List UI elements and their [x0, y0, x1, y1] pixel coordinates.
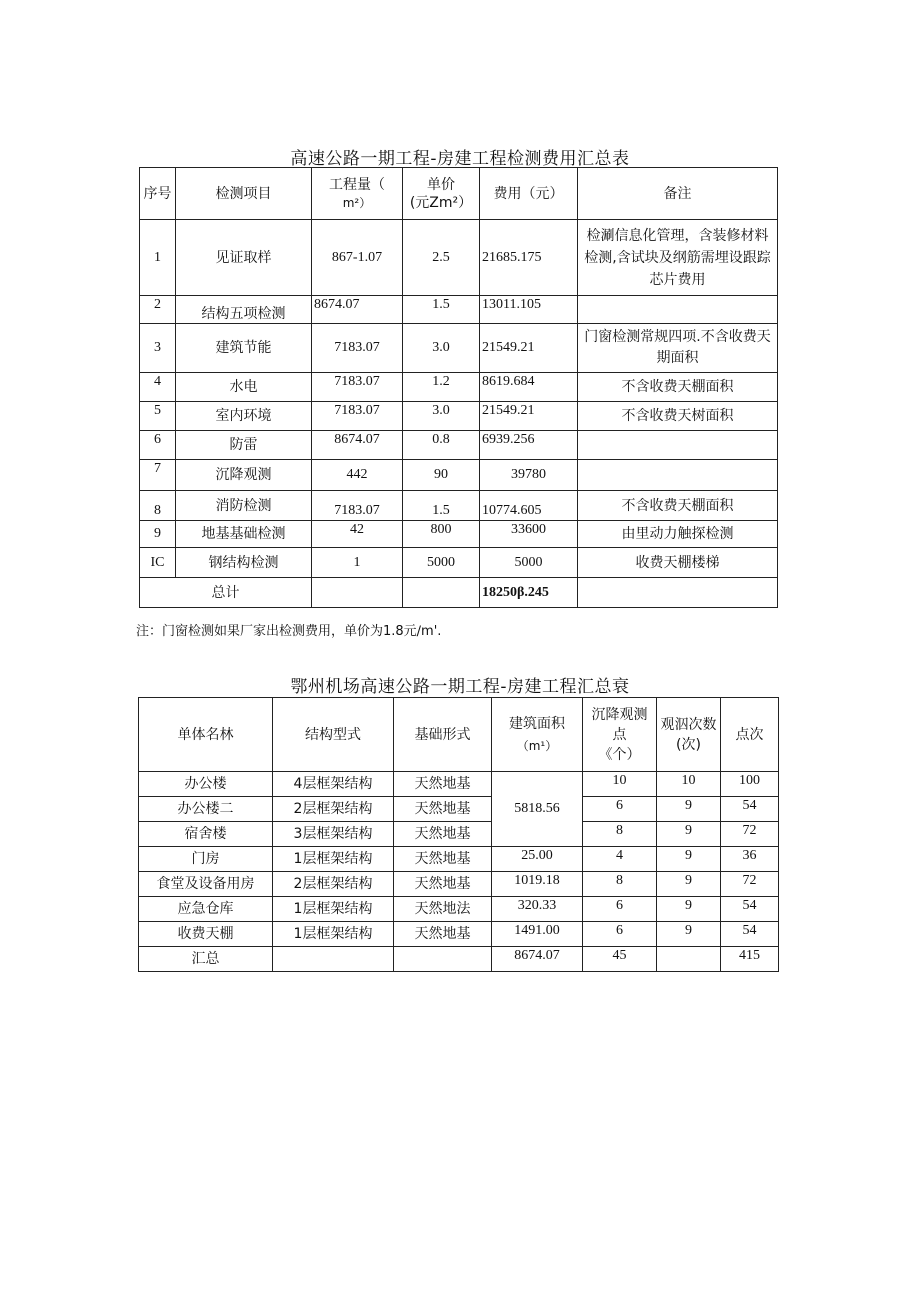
cell-price: 1.5 [403, 296, 480, 324]
total-foundation [394, 947, 492, 972]
cell-name: 办公楼二 [139, 797, 273, 822]
cell-remark [578, 431, 778, 460]
cell-structure: 2层框架结构 [273, 797, 394, 822]
total-label: 汇总 [139, 947, 273, 972]
cell-name: 门房 [139, 847, 273, 872]
cell-structure: 1层框架结构 [273, 847, 394, 872]
total-structure [273, 947, 394, 972]
table-row [139, 872, 779, 897]
header-times: 观泅次数 (次) [657, 698, 721, 772]
cell-fee: 39780 [480, 460, 578, 491]
cell-price: 3.0 [403, 402, 480, 431]
cell-points: 10 [583, 772, 657, 797]
cell-times: 9 [657, 797, 721, 822]
cell-area: 1491.00 [492, 922, 583, 947]
cell-pointtimes: 72 [721, 822, 779, 847]
cell-pointtimes: 100 [721, 772, 779, 797]
cell-seq: 9 [140, 521, 176, 548]
cell-times: 9 [657, 822, 721, 847]
cell-seq: 7 [140, 460, 176, 491]
cell-fee: 33600 [480, 521, 578, 548]
cell-foundation: 天然地法 [394, 897, 492, 922]
total-points: 45 [583, 947, 657, 972]
table-row [140, 373, 778, 402]
cell-structure: 1层框架结构 [273, 897, 394, 922]
cell-foundation: 天然地基 [394, 822, 492, 847]
table-row [139, 922, 779, 947]
cell-remark: 门窗检测常规四项.不含收费天期面积 [578, 324, 778, 373]
table-row [140, 220, 778, 296]
building-summary-table [138, 697, 779, 972]
header-remark: 备注 [578, 168, 778, 220]
cell-seq: IC [140, 548, 176, 578]
total-area: 8674.07 [492, 947, 583, 972]
cell-times: 10 [657, 772, 721, 797]
cell-item: 建筑节能 [176, 324, 312, 373]
cell-item: 地基基础检测 [176, 521, 312, 548]
cell-price: 0.8 [403, 431, 480, 460]
cell-structure: 4层框架结构 [273, 772, 394, 797]
cell-fee: 5000 [480, 548, 578, 578]
cell-pointtimes: 54 [721, 797, 779, 822]
cell-qty: 1 [312, 548, 403, 578]
cell-seq: 1 [140, 220, 176, 296]
cell-seq: 6 [140, 431, 176, 460]
inspection-cost-table [139, 167, 778, 608]
header-points: 沉降观测 点 《个） [583, 698, 657, 772]
cell-item: 钢结构检测 [176, 548, 312, 578]
cell-fee: 13011.105 [480, 296, 578, 324]
cell-structure: 1层框架结构 [273, 922, 394, 947]
cell-item: 沉降观测 [176, 460, 312, 491]
table-row [140, 548, 778, 578]
total-label: 总计 [140, 578, 312, 608]
table1-title: 高速公路一期工程-房建工程检测费用汇总表 [290, 149, 630, 169]
cell-fee: 21549.21 [480, 402, 578, 431]
table-row [140, 460, 778, 491]
cell-foundation: 天然地基 [394, 847, 492, 872]
cell-name: 收费天棚 [139, 922, 273, 947]
table2-title: 鄂州机场高速公路一期工程-房建工程汇总衰 [290, 677, 630, 697]
cell-item: 见证取样 [176, 220, 312, 296]
cell-item: 结构五项检测 [176, 296, 312, 324]
cell-remark: 由里动力触探检测 [578, 521, 778, 548]
cell-qty: 8674.07 [312, 431, 403, 460]
cell-points: 6 [583, 797, 657, 822]
cell-area: 320.33 [492, 897, 583, 922]
cell-points: 6 [583, 897, 657, 922]
cell-remark [578, 296, 778, 324]
cell-name: 食堂及设备用房 [139, 872, 273, 897]
cell-seq: 8 [140, 491, 176, 521]
cell-price: 1.5 [403, 491, 480, 521]
cell-item: 水电 [176, 373, 312, 402]
cell-qty: 7183.07 [312, 373, 403, 402]
header-item: 检测项目 [176, 168, 312, 220]
cell-remark [578, 460, 778, 491]
cell-seq: 2 [140, 296, 176, 324]
cell-foundation: 天然地基 [394, 872, 492, 897]
table-row [140, 431, 778, 460]
total-row [140, 578, 778, 608]
cell-remark: 不含收费天棚面积 [578, 491, 778, 521]
header-seq: 序号 [140, 168, 176, 220]
table-row [140, 402, 778, 431]
table-row [139, 897, 779, 922]
table-row [140, 296, 778, 324]
cell-seq: 3 [140, 324, 176, 373]
header-price: 单价 (元Zm²） [403, 168, 480, 220]
table-row [139, 772, 779, 797]
cell-item: 防雷 [176, 431, 312, 460]
cell-pointtimes: 72 [721, 872, 779, 897]
table-row [139, 797, 779, 822]
table1-note: 注：门窗检测如果厂家出检测费用，单价为1.8元∕m'. [136, 624, 442, 639]
cell-qty: 442 [312, 460, 403, 491]
cell-seq: 5 [140, 402, 176, 431]
header-pointtimes: 点次 [721, 698, 779, 772]
cell-item: 消防检测 [176, 491, 312, 521]
cell-area: 1019.18 [492, 872, 583, 897]
cell-qty: 7183.07 [312, 402, 403, 431]
header-area: 建筑面积 （m¹） [492, 698, 583, 772]
cell-remark: 检涮信息化管理，含装修材料检测,含试块及纲筋需埋设跟踪芯片费用 [578, 220, 778, 296]
header-foundation: 基础形式 [394, 698, 492, 772]
cell-fee: 6939.256 [480, 431, 578, 460]
cell-fee: 8619.684 [480, 373, 578, 402]
cell-times: 9 [657, 922, 721, 947]
cell-remark: 不含收费天棚面积 [578, 373, 778, 402]
total-pointtimes: 415 [721, 947, 779, 972]
cell-price: 5000 [403, 548, 480, 578]
header-name: 单体名林 [139, 698, 273, 772]
table-row [139, 822, 779, 847]
cell-name: 应急仓库 [139, 897, 273, 922]
cell-price: 800 [403, 521, 480, 548]
cell-price: 2.5 [403, 220, 480, 296]
cell-item: 室内环境 [176, 402, 312, 431]
cell-qty: 7183.07 [312, 491, 403, 521]
cell-foundation: 天然地基 [394, 922, 492, 947]
cell-price: 1.2 [403, 373, 480, 402]
cell-qty: 867-1.07 [312, 220, 403, 296]
cell-price: 3.0 [403, 324, 480, 373]
header-structure: 结构型式 [273, 698, 394, 772]
cell-points: 8 [583, 872, 657, 897]
cell-area: 25.00 [492, 847, 583, 872]
total-row [139, 947, 779, 972]
total-remark [578, 578, 778, 608]
table-row [139, 847, 779, 872]
total-times [657, 947, 721, 972]
cell-points: 4 [583, 847, 657, 872]
cell-qty: 7183.07 [312, 324, 403, 373]
cell-times: 9 [657, 847, 721, 872]
table-header-row [140, 168, 778, 220]
cell-pointtimes: 54 [721, 922, 779, 947]
cell-times: 9 [657, 872, 721, 897]
table-header-row [139, 698, 779, 772]
cell-seq: 4 [140, 373, 176, 402]
table-row [140, 521, 778, 548]
cell-merged-area: 5818.56 [492, 772, 583, 847]
cell-structure: 2层框架结构 [273, 872, 394, 897]
cell-structure: 3层框架结构 [273, 822, 394, 847]
cell-qty: 42 [312, 521, 403, 548]
cell-price: 90 [403, 460, 480, 491]
cell-points: 6 [583, 922, 657, 947]
cell-fee: 21685.175 [480, 220, 578, 296]
cell-times: 9 [657, 897, 721, 922]
cell-points: 8 [583, 822, 657, 847]
header-fee: 费用（元） [480, 168, 578, 220]
cell-foundation: 天然地基 [394, 772, 492, 797]
cell-foundation: 天然地基 [394, 797, 492, 822]
total-fee: 18250β.245 [480, 578, 578, 608]
total-qty [312, 578, 403, 608]
table-row [140, 324, 778, 373]
cell-fee: 21549.21 [480, 324, 578, 373]
cell-name: 宿舍楼 [139, 822, 273, 847]
cell-remark: 不含收费天树面积 [578, 402, 778, 431]
cell-name: 办公楼 [139, 772, 273, 797]
cell-fee: 10774.605 [480, 491, 578, 521]
total-price [403, 578, 480, 608]
cell-pointtimes: 36 [721, 847, 779, 872]
cell-pointtimes: 54 [721, 897, 779, 922]
header-qty: 工程量（ m²） [312, 168, 403, 220]
table-row [140, 491, 778, 521]
cell-remark: 收费天棚楼梯 [578, 548, 778, 578]
cell-qty: 8674.07 [312, 296, 403, 324]
